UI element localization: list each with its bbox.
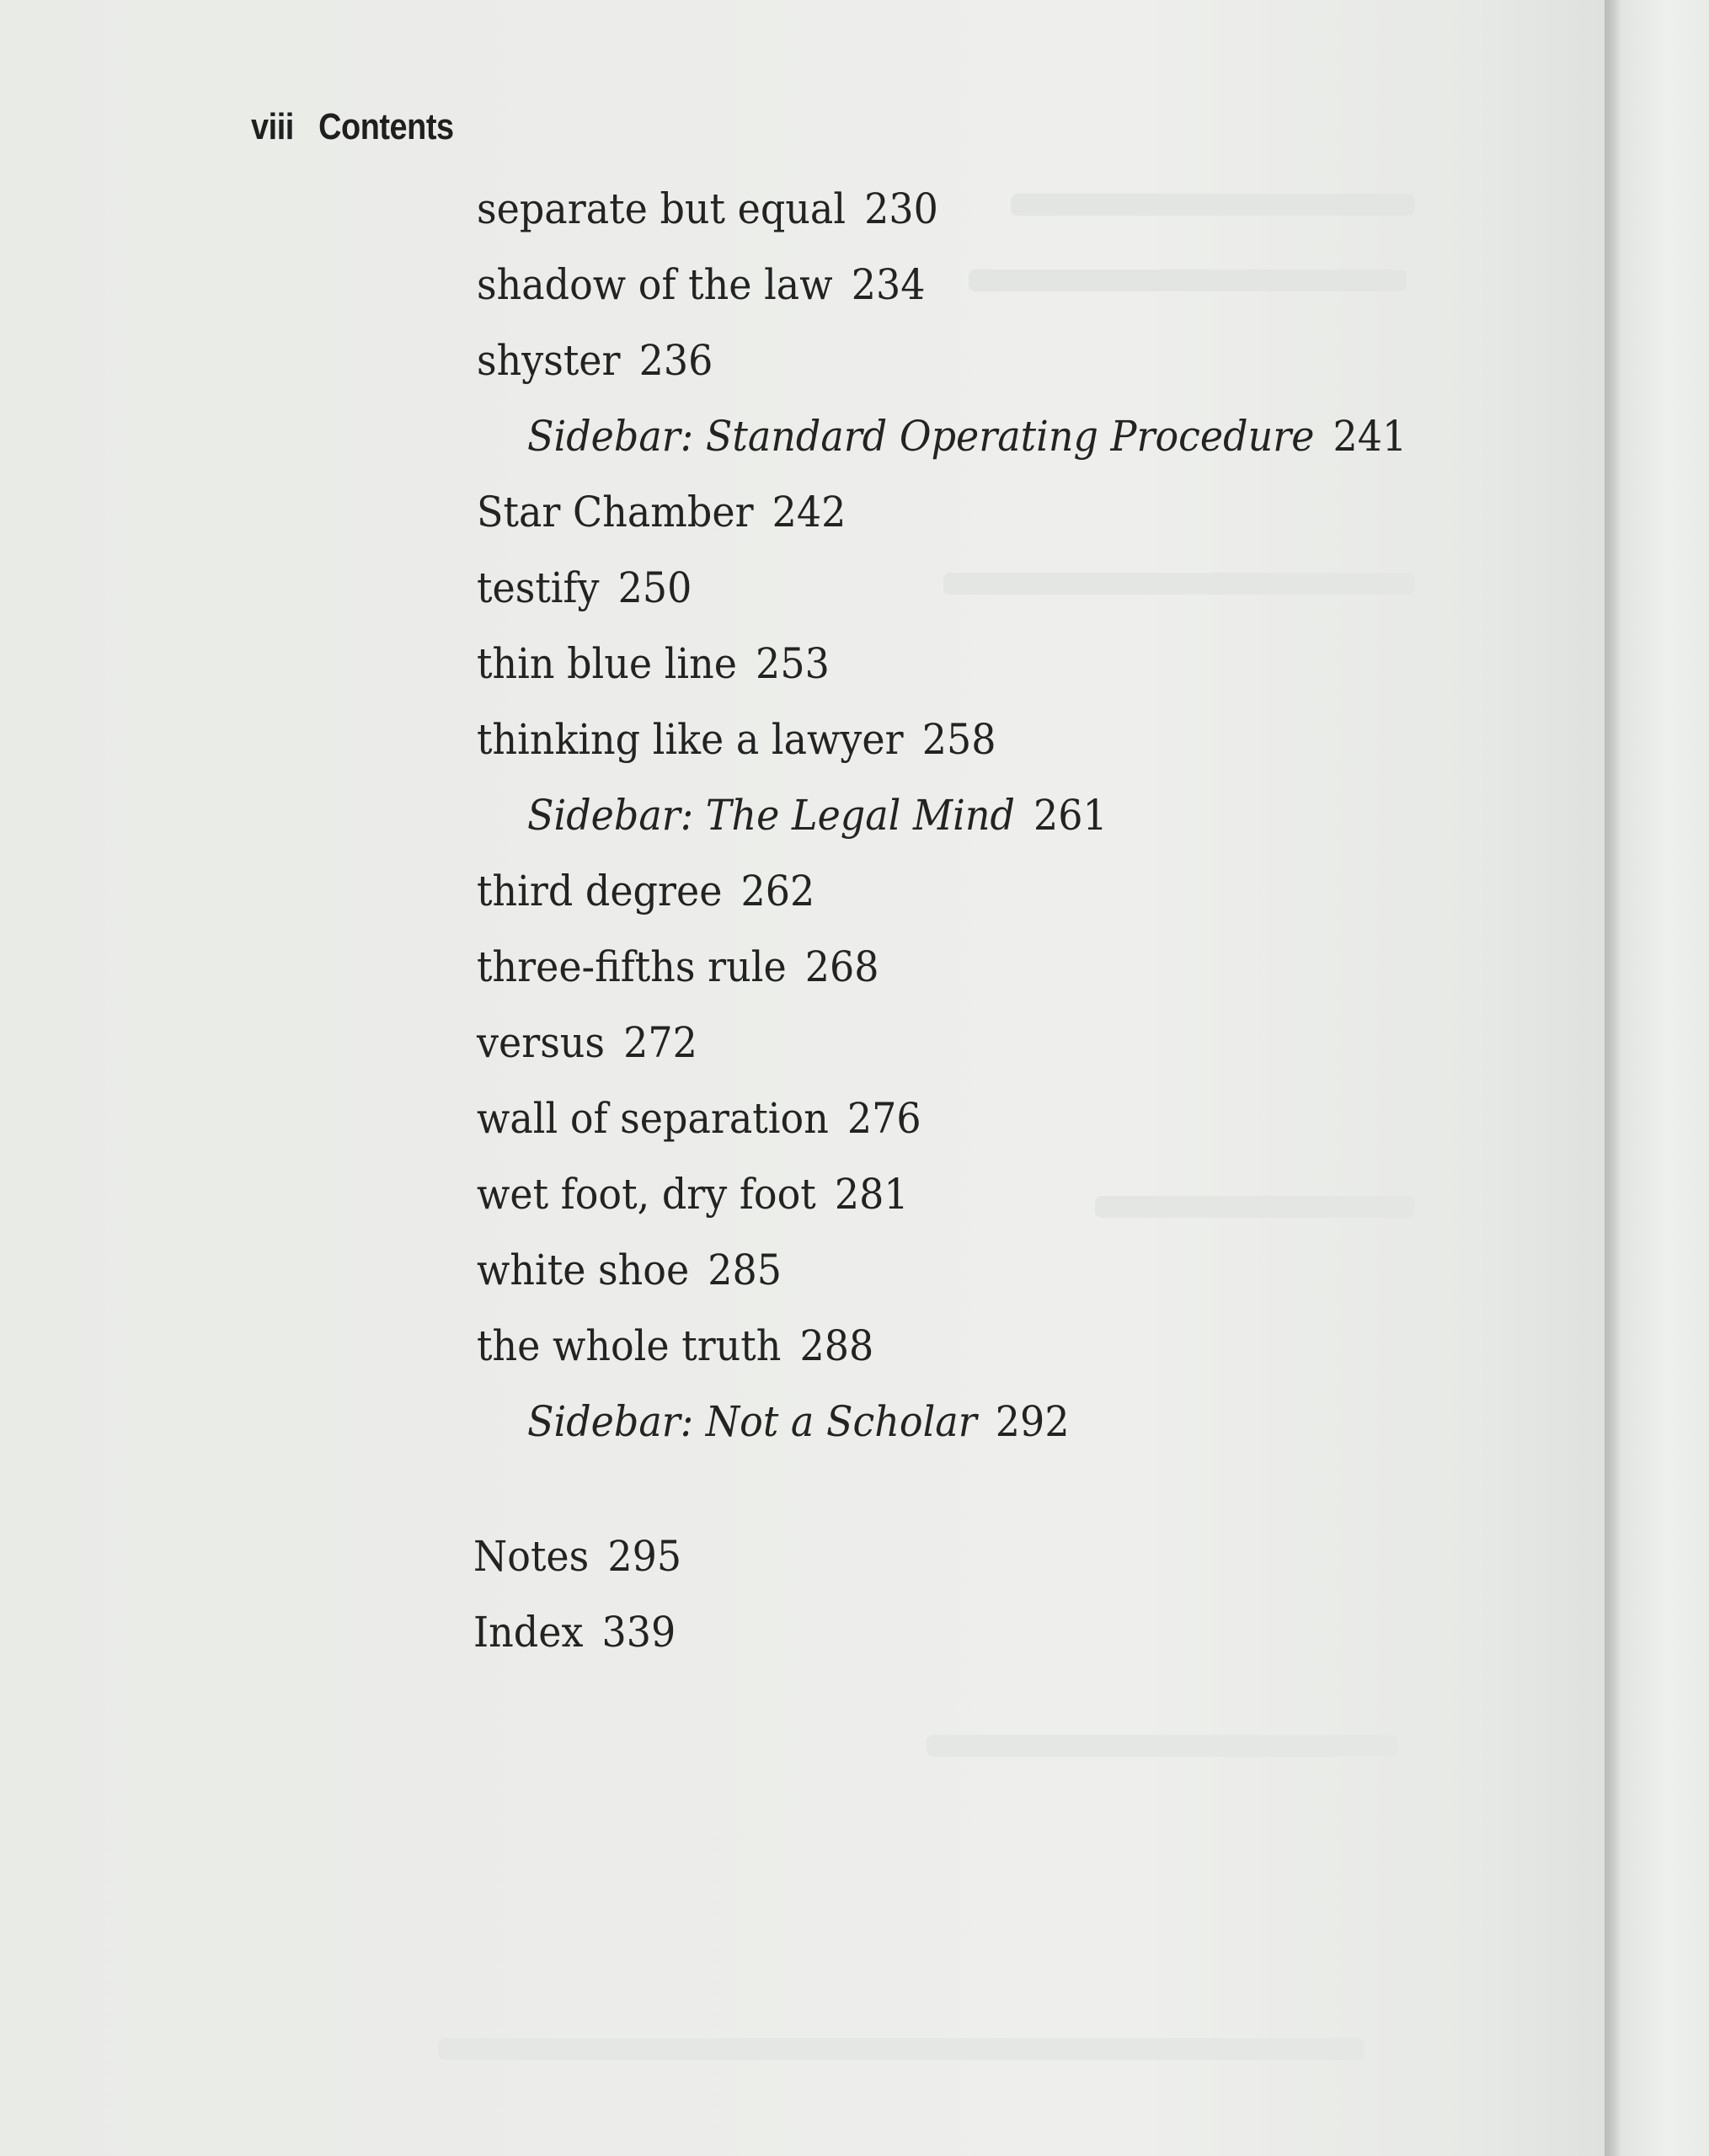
toc-sidebar-entry xyxy=(527,790,1108,841)
toc-entry xyxy=(477,942,879,992)
toc-entry-page-number: 288 xyxy=(799,1321,874,1370)
bleed-through-shadow xyxy=(1011,194,1415,216)
toc-entry-label: third degree xyxy=(477,867,723,915)
toc-entry-label: white shoe xyxy=(477,1246,690,1294)
toc-entry-page-number: 261 xyxy=(1033,791,1108,840)
toc-entry xyxy=(477,1017,697,1068)
toc-entry xyxy=(477,487,846,537)
toc-entry-page-number: 258 xyxy=(921,715,996,764)
toc-entry-page-number: 281 xyxy=(834,1170,909,1219)
toc-entry-label: Star Chamber xyxy=(477,488,754,536)
toc-entry-label: thin blue line xyxy=(477,639,737,688)
toc-entry xyxy=(477,184,938,234)
toc-entry xyxy=(477,563,692,613)
toc-entry-label: three-fifths rule xyxy=(477,942,787,991)
toc-entry-label: the whole truth xyxy=(477,1321,782,1370)
toc-entry-label: shyster xyxy=(477,336,621,385)
toc-entry-page-number: 295 xyxy=(607,1532,682,1581)
adjacent-page-edge xyxy=(1605,0,1709,2156)
toc-entry-page-number: 242 xyxy=(772,488,846,536)
toc-entry-page-number: 276 xyxy=(846,1094,921,1143)
toc-backmatter-entry xyxy=(473,1607,676,1657)
toc-entry xyxy=(477,259,925,310)
running-header xyxy=(251,106,454,148)
bleed-through-shadow xyxy=(1095,1196,1415,1218)
toc-entry-label: wet foot, dry foot xyxy=(477,1170,816,1219)
toc-entry-page-number: 292 xyxy=(995,1397,1070,1446)
toc-entry-page-number: 230 xyxy=(864,184,938,233)
toc-entry-page-number: 339 xyxy=(601,1608,676,1657)
toc-entry-page-number: 234 xyxy=(851,260,926,309)
toc-entry-label: Sidebar: Standard Operating Procedure xyxy=(527,412,1315,461)
toc-entry-page-number: 241 xyxy=(1332,412,1407,461)
toc-entry-label: shadow of the law xyxy=(477,260,833,309)
toc-entry-page-number: 272 xyxy=(623,1018,697,1067)
toc-entry-page-number: 262 xyxy=(740,867,815,915)
running-title: Contents xyxy=(318,106,454,147)
bleed-through-shadow xyxy=(927,1735,1398,1757)
toc-entry-label: separate but equal xyxy=(477,184,846,233)
toc-entry-page-number: 285 xyxy=(708,1246,782,1294)
toc-entry-label: Notes xyxy=(473,1532,590,1581)
toc-entry-page-number: 268 xyxy=(804,942,879,991)
toc-entry xyxy=(477,1245,782,1295)
toc-entry xyxy=(477,714,996,765)
bleed-through-shadow xyxy=(438,2038,1365,2060)
toc-entry-label: Sidebar: The Legal Mind xyxy=(527,791,1015,840)
toc-entry-page-number: 253 xyxy=(756,639,830,688)
toc-backmatter-entry xyxy=(473,1531,681,1582)
page-edge-shadow xyxy=(1605,0,1620,2156)
toc-entry-label: Index xyxy=(473,1608,584,1657)
bleed-through-shadow xyxy=(943,573,1415,595)
toc-entry-label: versus xyxy=(477,1018,606,1067)
toc-entry xyxy=(477,638,830,689)
toc-entry xyxy=(477,1321,873,1371)
toc-entry-label: testify xyxy=(477,563,600,612)
toc-entry-label: thinking like a lawyer xyxy=(477,715,904,764)
bleed-through-shadow xyxy=(969,270,1407,291)
toc-entry-label: wall of separation xyxy=(477,1094,829,1143)
toc-entry xyxy=(477,1093,921,1144)
page-folio: viii xyxy=(251,106,294,147)
toc-entry xyxy=(477,866,814,916)
toc-entry xyxy=(477,1169,909,1219)
toc-entry-page-number: 250 xyxy=(617,563,692,612)
toc-sidebar-entry xyxy=(527,411,1407,462)
toc-entry xyxy=(477,335,713,386)
toc-entry-label: Sidebar: Not a Scholar xyxy=(527,1397,977,1446)
toc-entry-page-number: 236 xyxy=(638,336,713,385)
toc-sidebar-entry xyxy=(527,1396,1070,1447)
